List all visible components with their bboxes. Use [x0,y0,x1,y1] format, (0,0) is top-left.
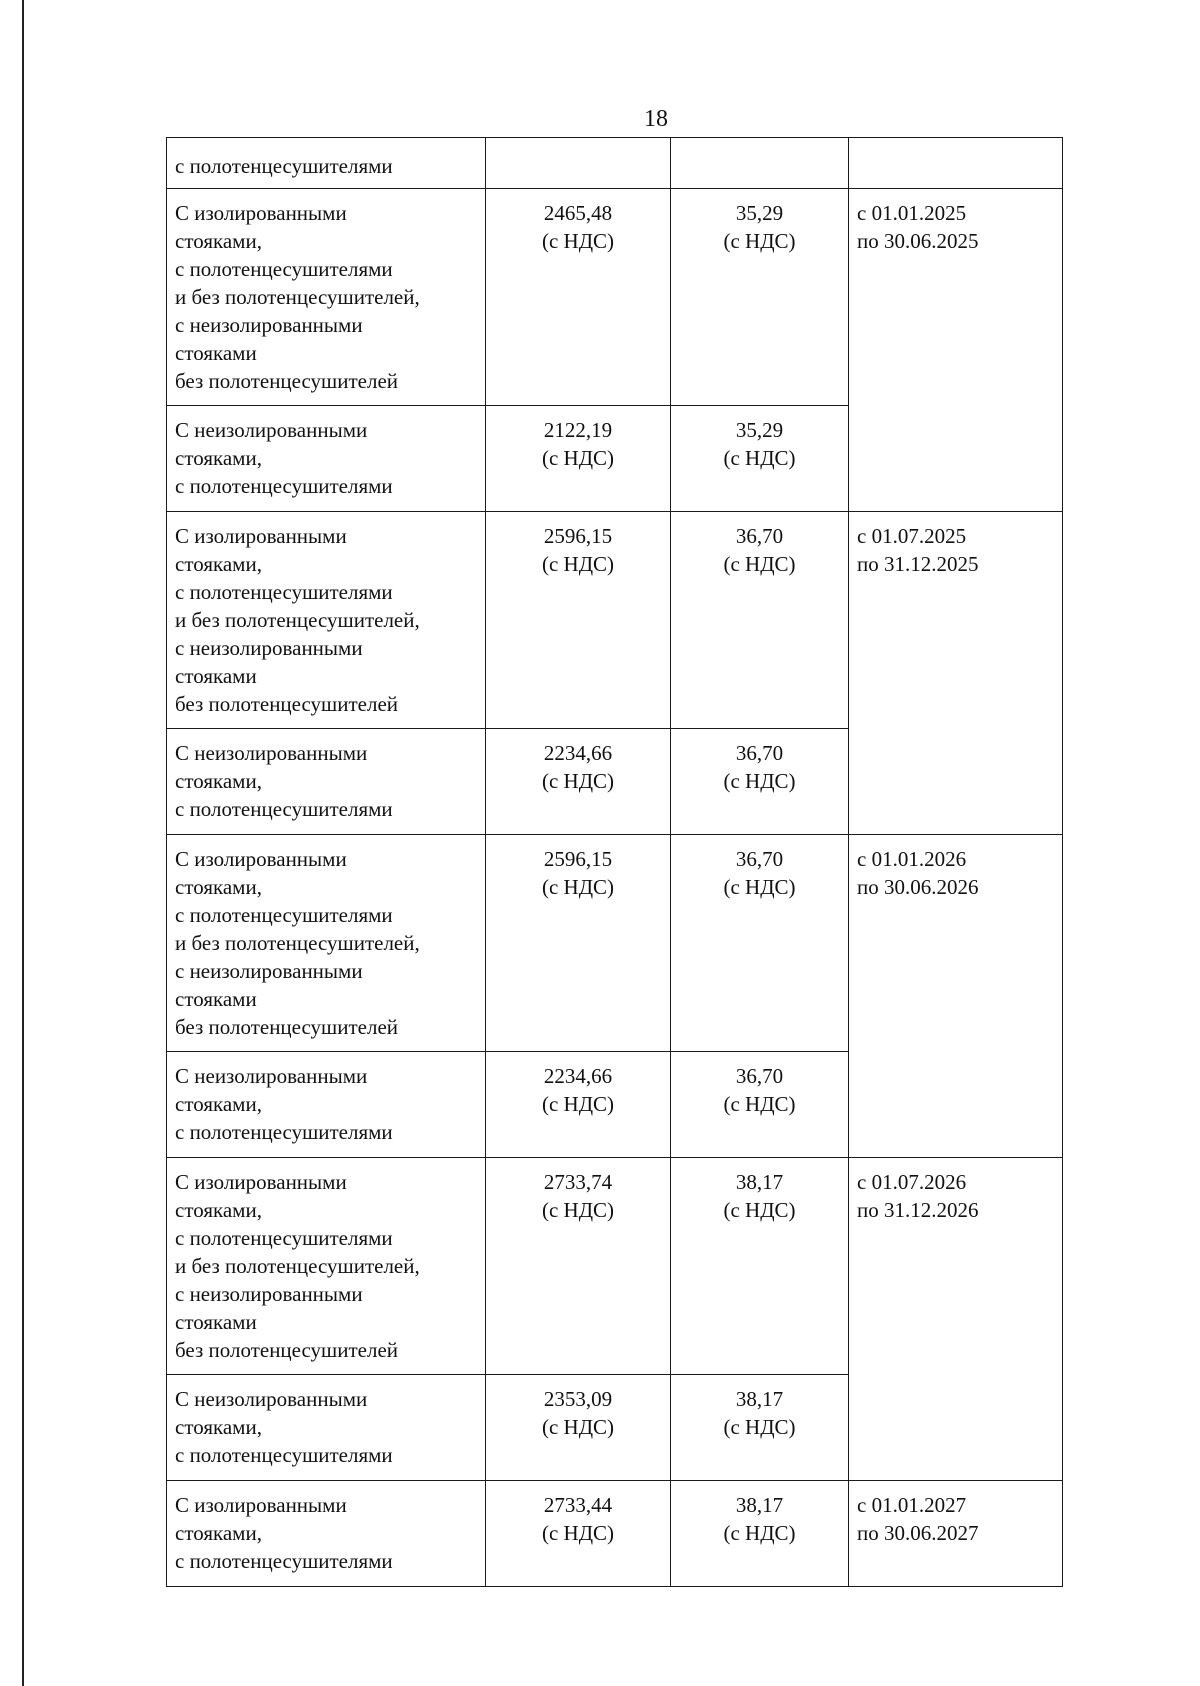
vat-note: (с НДС) [723,875,796,899]
norm-value-cell [671,1158,849,1375]
period-to: по 30.06.2027 [857,1521,979,1545]
vat-note: (с НДС) [541,875,615,899]
table-row [167,189,1063,406]
norm-value: 36,70 [735,524,784,548]
desc-line: без полотенцесушителей [175,692,399,716]
norm-value: 35,29 [735,418,784,442]
vat-note: (с НДС) [541,1092,615,1116]
desc-cell [167,189,486,406]
period-from: с 01.01.2026 [857,847,967,871]
period-cell [849,1481,1063,1587]
period-from: с 01.07.2026 [857,1170,967,1194]
norm-value: 36,70 [735,741,784,765]
tariff-value-cell [486,406,671,512]
table-row [167,1481,1063,1587]
desc-line: стояками, [175,1092,262,1116]
norm-value: 36,70 [735,1064,784,1088]
norm-value: 36,70 [735,847,784,871]
table-row [167,1158,1063,1375]
period-cell [849,1158,1063,1481]
tariff-value-cell [486,1052,671,1158]
desc-cell [167,729,486,835]
norm-value-cell [671,406,849,512]
desc-line: С изолированными [175,847,347,871]
vat-note: (с НДС) [541,552,615,576]
tariff-value: 2122,19 [543,418,613,442]
desc-line: стояками [175,341,257,365]
desc-line: с полотенцесушителями [175,474,393,498]
table-row [167,512,1063,729]
desc-line: с полотенцесушителями [175,797,393,821]
tariff-value-cell [486,835,671,1052]
tariff-value-cell [486,1481,671,1587]
desc-cell [167,512,486,729]
tariff-value-cell [486,189,671,406]
vat-note: (с НДС) [723,769,796,793]
desc-line: с полотенцесушителями [175,1549,393,1573]
desc-line: стояками [175,1310,257,1334]
desc-line: и без полотенцесушителей, [175,608,420,632]
period-to: по 31.12.2026 [857,1198,979,1222]
vat-note: (с НДС) [541,1521,615,1545]
norm-value-cell [671,189,849,406]
period-from: с 01.07.2025 [857,524,967,548]
empty-cell [849,138,1063,189]
desc-cell [167,1375,486,1481]
desc-line: С изолированными [175,524,347,548]
tariff-value: 2596,15 [543,847,613,871]
tariff-value-cell [486,729,671,835]
tariff-value: 2596,15 [543,524,613,548]
norm-value: 35,29 [735,201,784,225]
tariff-table [166,137,1063,1587]
vat-note: (с НДС) [723,552,796,576]
desc-line: стояками [175,664,257,688]
vat-note: (с НДС) [723,1198,796,1222]
norm-value-cell [671,512,849,729]
vat-note: (с НДС) [723,446,796,470]
tariff-value: 2234,66 [543,1064,613,1088]
desc-line: С неизолированными [175,741,368,765]
vat-note: (с НДС) [541,229,615,253]
desc-line: С изолированными [175,1170,347,1194]
desc-line: стояками, [175,229,262,253]
tariff-value: 2234,66 [543,741,613,765]
table-row [167,835,1063,1052]
desc-line: с полотенцесушителями [175,154,393,178]
vat-note: (с НДС) [541,1415,615,1439]
desc-line: с полотенцесушителями [175,257,393,281]
desc-line: С неизолированными [175,1387,368,1411]
period-from: с 01.01.2025 [857,201,967,225]
desc-cell [167,1481,486,1587]
desc-cell [167,406,486,512]
period-cell [849,835,1063,1158]
desc-line: С изолированными [175,201,347,225]
tariff-value: 2733,74 [543,1170,613,1194]
tariff-value-cell [486,1375,671,1481]
desc-line: С неизолированными [175,1064,368,1088]
desc-line: без полотенцесушителей [175,369,399,393]
desc-cell [167,835,486,1052]
norm-value: 38,17 [735,1170,784,1194]
desc-cell [167,1158,486,1375]
desc-line: и без полотенцесушителей, [175,1254,420,1278]
desc-line: стояками, [175,1415,262,1439]
norm-value-cell [671,1375,849,1481]
desc-line: стояками, [175,769,262,793]
desc-line: стояками [175,987,257,1011]
desc-line: и без полотенцесушителей, [175,285,420,309]
desc-line: с неизолированными [175,959,363,983]
binding-edge-line [22,0,24,1686]
tariff-value-cell [486,512,671,729]
desc-line: и без полотенцесушителей, [175,931,420,955]
period-cell [849,512,1063,835]
vat-note: (с НДС) [541,1198,615,1222]
desc-line: С изолированными [175,1493,347,1517]
tariff-value: 2353,09 [543,1387,613,1411]
norm-value-cell [671,1052,849,1158]
period-to: по 30.06.2026 [857,875,979,899]
vat-note: (с НДС) [723,1415,796,1439]
vat-note: (с НДС) [723,1521,796,1545]
desc-line: стояками, [175,1521,262,1545]
desc-line: с полотенцесушителями [175,1443,393,1467]
desc-line: без полотенцесушителей [175,1015,399,1039]
desc-line: С неизолированными [175,418,368,442]
norm-value-cell [671,835,849,1052]
desc-cell [167,138,486,189]
norm-value-cell [671,1481,849,1587]
period-cell [849,189,1063,512]
tariff-value: 2465,48 [543,201,613,225]
desc-line: без полотенцесушителей [175,1338,399,1362]
norm-value: 38,17 [735,1493,784,1517]
period-to: по 30.06.2025 [857,229,979,253]
tariff-value-cell [486,1158,671,1375]
desc-line: с полотенцесушителями [175,1120,393,1144]
empty-cell [486,138,671,189]
desc-line: с полотенцесушителями [175,903,393,927]
desc-line: с неизолированными [175,636,363,660]
empty-cell [671,138,849,189]
desc-line: с неизолированными [175,1282,363,1306]
period-to: по 31.12.2025 [857,552,979,576]
table-row-continuation [167,138,1063,189]
norm-value: 38,17 [735,1387,784,1411]
page-number: 18 [644,106,668,132]
desc-cell [167,1052,486,1158]
period-from: с 01.01.2027 [857,1493,967,1517]
norm-value-cell [671,729,849,835]
desc-line: стояками, [175,875,262,899]
desc-line: стояками, [175,1198,262,1222]
tariff-value: 2733,44 [543,1493,613,1517]
desc-line: с неизолированными [175,313,363,337]
vat-note: (с НДС) [723,229,796,253]
vat-note: (с НДС) [723,1092,796,1116]
desc-line: стояками, [175,446,262,470]
desc-line: стояками, [175,552,262,576]
vat-note: (с НДС) [541,769,615,793]
desc-line: с полотенцесушителями [175,1226,393,1250]
desc-line: с полотенцесушителями [175,580,393,604]
vat-note: (с НДС) [541,446,615,470]
